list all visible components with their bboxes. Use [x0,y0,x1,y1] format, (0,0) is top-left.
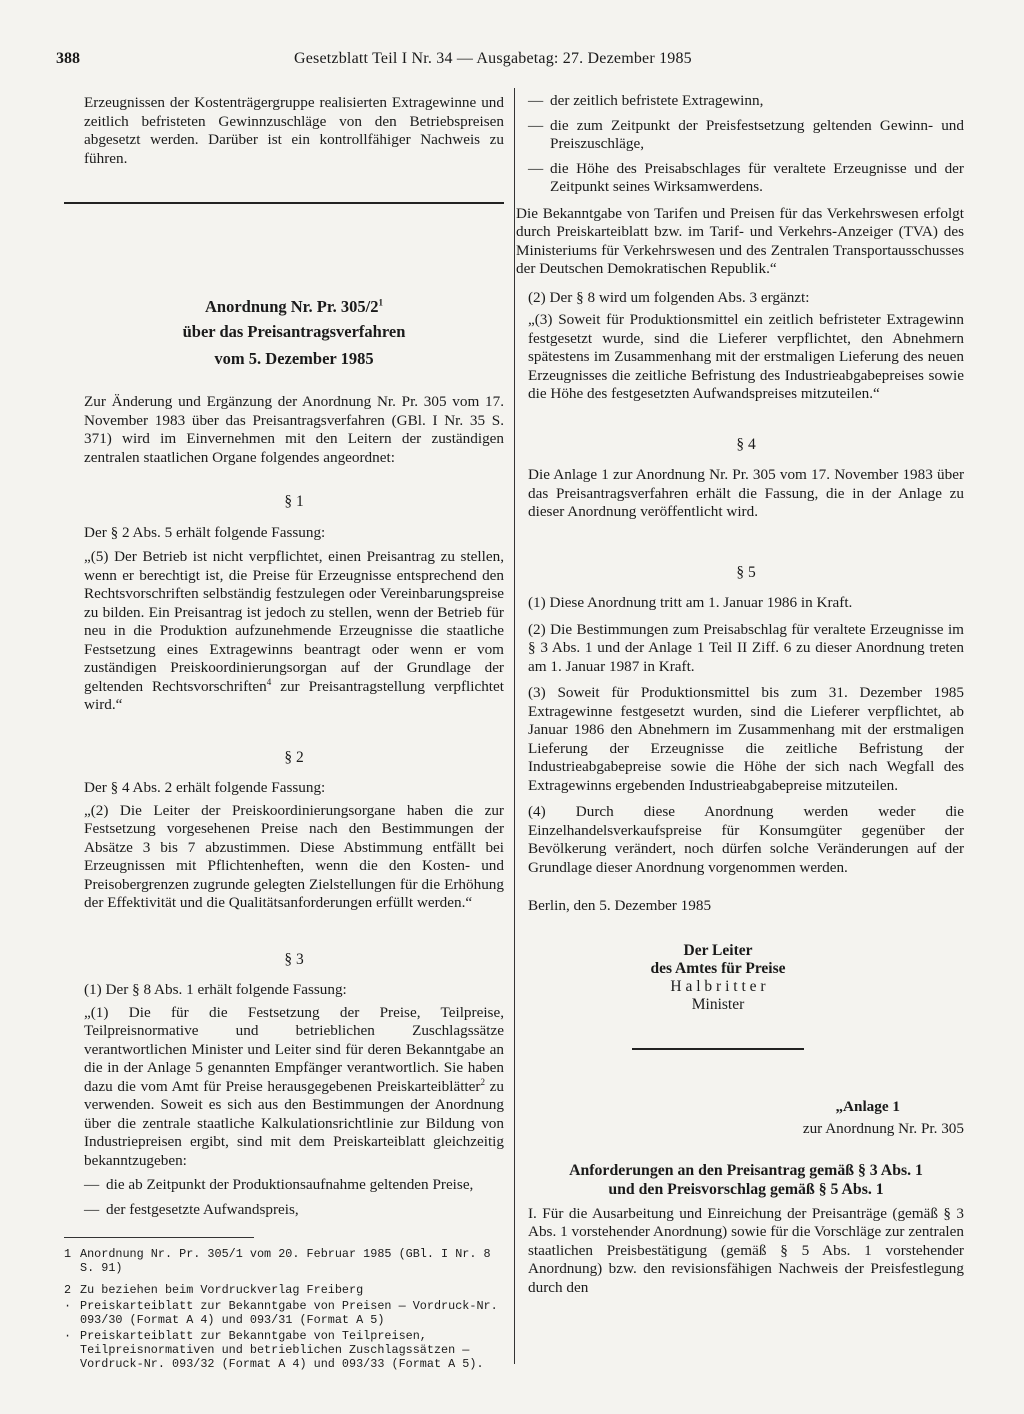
section-1-heading: § 1 [284,493,304,510]
signatory-role: Minister [691,995,745,1013]
section-2-text: „(2) Die Leiter der Preiskoordinierungsorgane haben die zur Festsetzung vorgesehenen Preise nach den Bestimmungen der Absätze 3 bis 7 abzustimmen. Diese Abstimmung entfällt bei Erzeugnissen mit Pflichtenheften, wenn die den Kosten- und Preisobergrenzen zugrunde gelegten Zielstellungen für die Erhöhung der Effektivität und die Qualitätsanforderungen erfüllt werden.“ [84,801,504,911]
section-3-heading: § 3 [284,950,304,968]
running-header: Gesetzblatt Teil I Nr. 34 — Ausgabetag: 27. Dezember 1985 [294,50,692,67]
section-5-para4: (4) Durch diese Anordnung werden weder die Einzelhandelsverkaufspreise für Konsumgüter gegenüber der Bevölkerung verändert, noch dürfen solche Veränderungen auf der Grundlage dieser Anordnung vorgenommen werden. [528,803,964,876]
section-4-heading: § 4 [736,435,756,453]
section-1-intro: Der § 2 Abs. 5 erhält folgende Fassung: [84,523,326,541]
footnote-rule [64,1237,254,1238]
section-5-para2: (2) Die Bestimmungen zum Preisabschlag für veraltete Erzeugnisse im § 3 Abs. 1 und der Anlage 1 Teil II Ziff. 6 zu dieser Anordnung treten am 1. Januar 1987 in Kraft. [528,620,964,675]
signature-rule [632,1048,804,1050]
section-2-intro: Der § 4 Abs. 2 erhält folgende Fassung: [84,779,326,796]
list-item: — die ab Zeitpunkt der Produktionsaufnahme geltenden Preise, [84,1176,474,1193]
section-2-heading: § 2 [284,748,304,766]
left-column [84,92,504,1219]
annex-title: „Anlage 1 [835,1097,900,1115]
section-3-para2-text: „(3) Soweit für Produktionsmittel ein zeitlich befristeter Extragewinn festgesetzt wurde, sind die Lieferer verpflichtet, den Abnehmern spätestens im Zusammenhang mit der erstmaligen Lieferung des neuen Erzeugnisses die zeitliche Befristung des Industrieabgabepreises sowie die Höhe des festgesetzten Aufwandspreises mitzuteilen.“ [528,311,964,402]
section-5-para1: (1) Diese Anordnung tritt am 1. Januar 1986 in Kraft. [528,594,853,611]
section-3-para2-intro: (2) Der § 8 wird um folgenden Abs. 3 ergänzt: [528,288,810,306]
intro-continuation: Erzeugnissen der Kostenträgergruppe realisierten Extragewinne und zeitlich befristeten Gewinnzuschläge von den Betriebspreisen abgesetzt werden. Darüber ist ein kontrollfähiger Nachweis zu führen. [84,94,504,167]
annex-subtitle: zur Anordnung Nr. Pr. 305 [802,1120,964,1137]
page-number: 388 [56,50,80,67]
decree-title [84,294,504,371]
list-item: — die Höhe des Preisabschlages für veraltete Erzeugnisse und der Zeitpunkt seines Wirksamwerdens. [528,159,964,195]
section-3-text: „(1) Die für die Festsetzung der Preise, Teilpreise, Teilpreisnormative und betrieblichen Zuschlagssätze verantwortlichen Minister und Leiter sind für deren Bekanntgabe an die in der Anlage 5 genannten Empfänger verantwortlich. Sie haben dazu die vom Amt für Preise herausgegebenen Preiskarteiblätter$^2$ zu verwenden. Soweit es sich aus den Bestimmungen der Anordnung über die zentrale staatliche Kalkulationsrichtlinie zur Bildung von Industriepreisen ergibt, sind mit dem Preiskarteiblatt gleichzeitig bekanntzugeben: [84,1003,504,1169]
decree-title-line2: über das Preisantragsverfahren [182,322,406,341]
requirements-text: I. Für die Ausarbeitung und Einreichung der Preisanträge (gemäß § 3 Abs. 1 vorstehender Anordnung) sowie für die Vorschläge zur zentralen staatlichen Preisbestätigung (gemäß § 5 Abs. 1 vorstehender Anordnung) bzw. den revisionsfähigen Nachweis der Preisfestlegung durch den [528,1204,964,1296]
footnote: · Preiskarteiblatt zur Bekanntgabe von Preisen — Vordruck-Nr. 093/30 (Format A 4) und 093/31 (Format A 5) [64,1299,498,1327]
signatory-title: Der Leiter [683,941,753,959]
signature-block [568,942,868,1050]
decree-title-line1: Anordnung Nr. Pr. 305/2 [205,297,379,316]
preamble: Zur Änderung und Ergänzung der Anordnung Nr. Pr. 305 vom 17. November 1983 über das Preisantragsverfahren (GBl. I Nr. 35 S. 371) wird im Einvernehmen mit den Leitern der zuständigen zentralen staatlichen Organe folgendes angeordnet: [84,393,504,466]
section-3-intro: (1) Der § 8 Abs. 1 erhält folgende Fassung: [84,981,347,998]
footnote: · Preiskarteiblatt zur Bekanntgabe von Teilpreisen, Teilpreisnormativen und betrieblichen Zuschlagssätzen — Vordruck-Nr. 093/32 (Format A 4) und 093/33 (Format A 5). [64,1329,484,1371]
footnotes [64,1247,509,1373]
requirements-title: Anforderungen an den Preisantrag gemäß § 3 Abs. 1 und den Preisvorschlag gemäß § 5 Abs. 1 [569,1161,923,1198]
right-column [516,92,964,1297]
list-item: — der zeitlich befristete Extragewinn, [528,92,764,109]
column-divider [514,88,515,1364]
place-date: Berlin, den 5. Dezember 1985 [528,897,712,914]
list-item: — die zum Zeitpunkt der Preisfestsetzung geltenden Gewinn- und Preiszuschläge, [528,116,964,152]
section-3-continuation: Die Bekanntgabe von Tarifen und Preisen für das Verkehrswesen erfolgt durch Preiskarteiblatt bzw. im Tarif- und Verkehrs-Anzeiger (TVA) des Ministeriums für Verkehrswesen und des Zentralen Transportausschusses der Deutschen Demokratischen Republik.“ [516,204,964,277]
list-item: — der festgesetzte Aufwandspreis, [84,1200,299,1218]
section-1-text: „(5) Der Betrieb ist nicht verpflichtet, einen Preisantrag zu stellen, wenn er berechtigt ist, die Preise für Erzeugnisse entsprechend den Rechtsvorschriften selbständig festzulegen oder Vereinbarungspreise zu bilden. Ein Preisantrag ist jedoch zu stellen, wenn der Betrieb für neu in die Produktion aufzunehmende Erzeugnisse die staatliche Festsetzung eines Extragewinns beantragt oder wenn er vom zuständigen Preiskoordinierungsorgan auf der Grundlage der geltenden Rechtsvorschriften$^4$ zur Preisantragstellung verpflichtet wird.“ [84,548,504,713]
decree-title-line3: vom 5. Dezember 1985 [214,349,374,368]
footnote: 1 Anordnung Nr. Pr. 305/1 vom 20. Februar 1985 (GBl. I Nr. 8 S. 91) [64,1247,491,1275]
signatory-name: H a l b r i t t e r [670,977,766,995]
footnote: 2 Zu beziehen beim Vordruckverlag Freiberg [64,1283,364,1297]
signatory-office: des Amtes für Preise [650,959,786,977]
section-5-para3: (3) Soweit für Produktionsmittel bis zum 31. Dezember 1985 Extragewinne festgesetzt wurden, sind die Lieferer verpflichtet, ab Januar 1986 den Abnehmern im Zusammenhang mit der erstmaligen Lieferung der Erzeugnisse die zeitliche Befristung der Industrieabgabepreise sowie die Höhe der sich nach Wegfall des Extragewinns ergebenden Industrieabgabepreise mitzuteilen. [528,684,964,794]
decree-title-footnote-mark: 1 [378,297,383,308]
section-4-text: Die Anlage 1 zur Anordnung Nr. Pr. 305 vom 17. November 1983 über das Preisantragsverfahren erhält die Fassung, die in der Anlage zu dieser Anordnung veröffentlicht wird. [528,466,964,520]
section-5-heading: § 5 [736,563,756,581]
